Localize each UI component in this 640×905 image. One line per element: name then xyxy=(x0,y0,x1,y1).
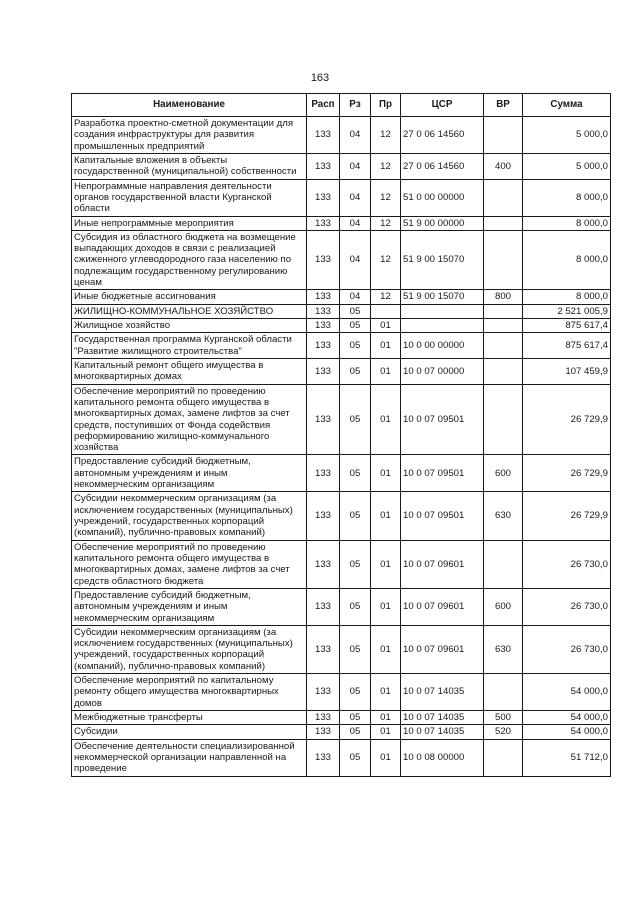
cell-name: ЖИЛИЩНО-КОММУНАЛЬНОЕ ХОЗЯЙСТВО xyxy=(72,304,307,318)
table-row xyxy=(72,153,611,179)
cell-name: Жилищное хозяйство xyxy=(72,319,307,333)
cell-pr: 01 xyxy=(371,358,401,384)
table-row xyxy=(72,492,611,540)
cell-sum: 54 000,0 xyxy=(523,711,611,725)
cell-vr: 600 xyxy=(484,588,523,625)
cell-vr xyxy=(484,179,523,216)
table-row xyxy=(72,674,611,711)
cell-name: Обеспечение мероприятий по проведению капитального ремонта общего имущества в многоквартирных домах, замене лифтов за счет средств, поступивших от Фонда содействия реформированию жилищно-коммунального хозяйства xyxy=(72,384,307,455)
cell-name: Иные бюджетные ассигнования xyxy=(72,290,307,304)
table-row xyxy=(72,216,611,230)
budget-table xyxy=(71,93,611,777)
header-rz: Рз xyxy=(340,94,371,117)
cell-name: Государственная программа Курганской области "Развитие жилищного строительства" xyxy=(72,333,307,359)
table-row xyxy=(72,455,611,492)
cell-csr xyxy=(401,304,484,318)
cell-sum: 26 730,0 xyxy=(523,540,611,588)
cell-csr: 10 0 08 00000 xyxy=(401,739,484,776)
cell-rz: 05 xyxy=(340,333,371,359)
cell-rasp: 133 xyxy=(307,725,340,739)
cell-sum: 26 729,9 xyxy=(523,384,611,455)
cell-csr: 27 0 06 14560 xyxy=(401,117,484,154)
header-sum: Сумма xyxy=(523,94,611,117)
cell-rasp: 133 xyxy=(307,179,340,216)
cell-pr: 12 xyxy=(371,230,401,290)
cell-pr: 01 xyxy=(371,540,401,588)
cell-rz: 05 xyxy=(340,725,371,739)
table-row xyxy=(72,588,611,625)
cell-rz: 05 xyxy=(340,384,371,455)
header-name: Наименование xyxy=(72,94,307,117)
cell-rasp: 133 xyxy=(307,739,340,776)
cell-sum: 8 000,0 xyxy=(523,216,611,230)
cell-csr: 51 9 00 15070 xyxy=(401,290,484,304)
cell-sum: 875 617,4 xyxy=(523,319,611,333)
cell-rz: 05 xyxy=(340,739,371,776)
cell-rasp: 133 xyxy=(307,216,340,230)
cell-csr: 51 0 00 00000 xyxy=(401,179,484,216)
cell-name: Капитальный ремонт общего имущества в многоквартирных домах xyxy=(72,358,307,384)
cell-vr: 630 xyxy=(484,625,523,673)
cell-pr: 12 xyxy=(371,216,401,230)
table-row xyxy=(72,230,611,290)
cell-sum: 8 000,0 xyxy=(523,290,611,304)
cell-rz: 05 xyxy=(340,455,371,492)
cell-pr: 01 xyxy=(371,739,401,776)
cell-name: Обеспечение деятельности специализированной некоммерческой организации направленной на проведение xyxy=(72,739,307,776)
cell-rz: 05 xyxy=(340,711,371,725)
header-vr: ВР xyxy=(484,94,523,117)
cell-csr: 10 0 07 09501 xyxy=(401,384,484,455)
cell-rasp: 133 xyxy=(307,674,340,711)
cell-csr: 27 0 06 14560 xyxy=(401,153,484,179)
table-row xyxy=(72,179,611,216)
cell-name: Обеспечение мероприятий по капитальному ремонту общего имущества многоквартирных домов xyxy=(72,674,307,711)
cell-vr xyxy=(484,333,523,359)
cell-rz: 04 xyxy=(340,290,371,304)
cell-pr xyxy=(371,304,401,318)
cell-rz: 04 xyxy=(340,216,371,230)
cell-sum: 8 000,0 xyxy=(523,230,611,290)
cell-rasp: 133 xyxy=(307,333,340,359)
table-row xyxy=(72,304,611,318)
cell-csr: 10 0 00 00000 xyxy=(401,333,484,359)
cell-sum: 2 521 005,9 xyxy=(523,304,611,318)
table-row xyxy=(72,319,611,333)
cell-pr: 01 xyxy=(371,588,401,625)
cell-csr: 10 0 07 09501 xyxy=(401,455,484,492)
cell-rz: 05 xyxy=(340,625,371,673)
cell-sum: 26 729,9 xyxy=(523,455,611,492)
cell-rasp: 133 xyxy=(307,117,340,154)
cell-sum: 875 617,4 xyxy=(523,333,611,359)
cell-name: Субсидии xyxy=(72,725,307,739)
cell-rasp: 133 xyxy=(307,319,340,333)
cell-rz: 05 xyxy=(340,588,371,625)
cell-rz: 04 xyxy=(340,179,371,216)
cell-rasp: 133 xyxy=(307,290,340,304)
table-body xyxy=(72,117,611,777)
cell-rasp: 133 xyxy=(307,492,340,540)
cell-vr xyxy=(484,230,523,290)
cell-rasp: 133 xyxy=(307,358,340,384)
cell-rz: 04 xyxy=(340,230,371,290)
table-row xyxy=(72,384,611,455)
cell-rz: 04 xyxy=(340,117,371,154)
cell-vr xyxy=(484,674,523,711)
table-row xyxy=(72,358,611,384)
cell-pr: 01 xyxy=(371,455,401,492)
cell-sum: 107 459,9 xyxy=(523,358,611,384)
cell-rasp: 133 xyxy=(307,540,340,588)
cell-name: Иные непрограммные мероприятия xyxy=(72,216,307,230)
cell-pr: 01 xyxy=(371,674,401,711)
cell-csr: 51 9 00 00000 xyxy=(401,216,484,230)
table-row xyxy=(72,290,611,304)
table-header xyxy=(72,94,611,117)
cell-pr: 01 xyxy=(371,492,401,540)
cell-csr: 10 0 07 09501 xyxy=(401,492,484,540)
cell-name: Капитальные вложения в объекты государственной (муниципальной) собственности xyxy=(72,153,307,179)
cell-sum: 54 000,0 xyxy=(523,674,611,711)
table-row xyxy=(72,333,611,359)
header-pr: Пр xyxy=(371,94,401,117)
table-row xyxy=(72,625,611,673)
cell-name: Предоставление субсидий бюджетным, автономным учреждениям и иным некоммерческим организациям xyxy=(72,455,307,492)
header-row xyxy=(72,94,611,117)
cell-csr: 10 0 07 14035 xyxy=(401,711,484,725)
cell-pr: 01 xyxy=(371,333,401,359)
cell-rz: 05 xyxy=(340,492,371,540)
cell-pr: 12 xyxy=(371,179,401,216)
cell-vr: 520 xyxy=(484,725,523,739)
table-row xyxy=(72,117,611,154)
cell-vr xyxy=(484,358,523,384)
cell-rasp: 133 xyxy=(307,455,340,492)
cell-vr: 800 xyxy=(484,290,523,304)
cell-sum: 5 000,0 xyxy=(523,153,611,179)
cell-rasp: 133 xyxy=(307,625,340,673)
table-row xyxy=(72,711,611,725)
cell-vr: 400 xyxy=(484,153,523,179)
cell-pr: 12 xyxy=(371,290,401,304)
cell-rz: 05 xyxy=(340,674,371,711)
cell-csr: 10 0 07 09601 xyxy=(401,588,484,625)
cell-vr: 600 xyxy=(484,455,523,492)
table-row xyxy=(72,725,611,739)
cell-sum: 26 730,0 xyxy=(523,625,611,673)
cell-rasp: 133 xyxy=(307,304,340,318)
cell-vr xyxy=(484,304,523,318)
cell-rz: 05 xyxy=(340,540,371,588)
cell-pr: 01 xyxy=(371,319,401,333)
header-rasp: Расп xyxy=(307,94,340,117)
cell-pr: 12 xyxy=(371,153,401,179)
cell-sum: 26 730,0 xyxy=(523,588,611,625)
table-row xyxy=(72,739,611,776)
cell-csr: 51 9 00 15070 xyxy=(401,230,484,290)
cell-vr: 630 xyxy=(484,492,523,540)
cell-pr: 01 xyxy=(371,725,401,739)
cell-rasp: 133 xyxy=(307,711,340,725)
cell-name: Непрограммные направления деятельности органов государственной власти Курганской области xyxy=(72,179,307,216)
cell-csr: 10 0 07 00000 xyxy=(401,358,484,384)
cell-vr xyxy=(484,319,523,333)
cell-rasp: 133 xyxy=(307,588,340,625)
cell-rz: 05 xyxy=(340,304,371,318)
cell-vr xyxy=(484,216,523,230)
cell-name: Предоставление субсидий бюджетным, автономным учреждениям и иным некоммерческим организациям xyxy=(72,588,307,625)
cell-vr xyxy=(484,384,523,455)
cell-csr xyxy=(401,319,484,333)
cell-rasp: 133 xyxy=(307,230,340,290)
cell-name: Субсидия из областного бюджета на возмещение выпадающих доходов в связи с реализацией сжиженного углеводородного газа населению по подлежащим государственному регулированию ценам xyxy=(72,230,307,290)
cell-pr: 01 xyxy=(371,625,401,673)
cell-sum: 26 729,9 xyxy=(523,492,611,540)
cell-vr xyxy=(484,117,523,154)
cell-pr: 01 xyxy=(371,384,401,455)
cell-pr: 12 xyxy=(371,117,401,154)
cell-name: Разработка проектно-сметной документации для создания инфраструктуры для развития промышленных предприятий xyxy=(72,117,307,154)
cell-csr: 10 0 07 09601 xyxy=(401,540,484,588)
cell-rasp: 133 xyxy=(307,153,340,179)
cell-sum: 51 712,0 xyxy=(523,739,611,776)
cell-csr: 10 0 07 09601 xyxy=(401,625,484,673)
cell-name: Межбюджетные трансферты xyxy=(72,711,307,725)
cell-name: Обеспечение мероприятий по проведению капитального ремонта общего имущества в многоквартирных домах, замене лифтов за счет средств областного бюджета xyxy=(72,540,307,588)
cell-name: Субсидии некоммерческим организациям (за исключением государственных (муниципальных) учреждений, государственных корпораций (компаний), публично-правовых компаний) xyxy=(72,625,307,673)
cell-rasp: 133 xyxy=(307,384,340,455)
header-csr: ЦСР xyxy=(401,94,484,117)
cell-rz: 04 xyxy=(340,153,371,179)
cell-sum: 8 000,0 xyxy=(523,179,611,216)
cell-name: Субсидии некоммерческим организациям (за исключением государственных (муниципальных) учреждений, государственных корпораций (компаний), публично-правовых компаний) xyxy=(72,492,307,540)
table-row xyxy=(72,540,611,588)
cell-rz: 05 xyxy=(340,358,371,384)
cell-csr: 10 0 07 14035 xyxy=(401,725,484,739)
page-number: 163 xyxy=(310,72,330,84)
cell-sum: 5 000,0 xyxy=(523,117,611,154)
cell-vr xyxy=(484,540,523,588)
cell-rz: 05 xyxy=(340,319,371,333)
cell-vr xyxy=(484,739,523,776)
cell-vr: 500 xyxy=(484,711,523,725)
cell-pr: 01 xyxy=(371,711,401,725)
cell-sum: 54 000,0 xyxy=(523,725,611,739)
cell-csr: 10 0 07 14035 xyxy=(401,674,484,711)
